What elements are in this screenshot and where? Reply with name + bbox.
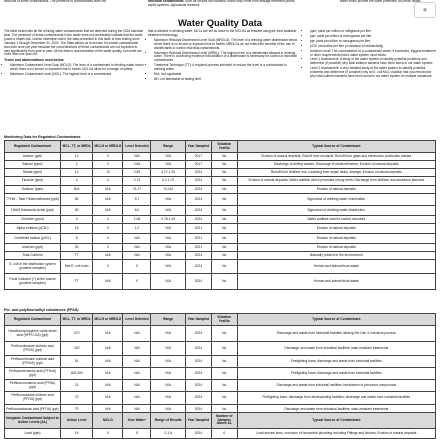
table-cell: 400,000 [61,368,93,380]
column-header: Typical Source of Contaminant [237,413,435,429]
column-header: Typical Source of Contaminant [237,314,435,326]
terms-list-2 [148,30,298,38]
term-item: • Maximum Residual Disinfectant Level Goal (MRDLG): The level of a drinking water disinfectant below which there is no known or expected risk to health. MRDLGs do not reflect the benefits of the use of disinfectants to control microbial contaminants. [154,39,298,51]
table-cell: N/A [93,405,123,416]
table-row [5,392,436,405]
source-cell: Firefighting foam; discharge and waste from industrial facilities [237,368,435,380]
table-cell: 21 [61,380,93,392]
table-cell: No [211,169,237,177]
term-item: • Maximum Contaminant Level (MCL): The highest level of a contaminant [10,73,144,77]
table-cell: N/A [151,392,185,405]
table-cell: 15 [61,429,93,439]
table-cell: 2021 [185,244,211,252]
source-cell: Naturally present in the environment [237,252,435,260]
column-header: Regulated Contaminant [5,141,61,153]
table-cell: 2024 [185,274,211,290]
contaminant-name-cell: Nitrate (ppm) [5,169,61,177]
table-cell: N/A [123,380,151,392]
table-cell: N/A [123,368,151,380]
source-cell: Byproduct of drinking water chlorination [237,194,435,206]
term-item: • Ambient Level: The concentration of a contaminant which, if exceeded, triggers treatment or other requirements that a water system must follow. [310,50,436,58]
table-cell: N/A [151,224,185,234]
table-row [5,326,436,342]
table-header-row [5,314,436,326]
table-cell: 2 [61,161,93,169]
table-cell: No [211,274,237,290]
table-cell: No [211,326,237,342]
column-header: MCLG or MRDLG [93,314,123,326]
table-cell: See E. coli note³ [61,260,93,274]
source-cell: Erosion of natural deposits [237,234,435,244]
source-cell: Byproduct of drinking water disinfection [237,206,435,216]
table-row [5,177,436,186]
table-cell: No [211,186,237,194]
table-cell: 2024 [185,177,211,186]
table-row [5,169,436,177]
table-cell: N/A [151,234,185,244]
contaminant-name-cell: Uranium (ppb) [5,244,61,252]
source-cell: Firefighting foam; discharge and waste from industrial facilities [237,356,435,368]
source-cell: Erosion of natural deposits [237,224,435,234]
source-cell: Erosion of natural deposits; Water additive which promotes strong teeth; Discharge from fertilizer and aluminum factories [237,177,435,186]
source-cell: Lead service lines, corrosion of household plumbing including Fittings and fixtures; Erosion of natural deposits [237,429,435,439]
contaminant-name-cell: Total Coliform [5,252,61,260]
table-cell: 2024 [185,380,211,392]
term-item: • Treatment Technique (TT): A required process intended to reduce the level of a contaminant in drinking water. [154,64,298,72]
table-cell: No [211,342,237,356]
source-cell: Erosion of natural deposits; Runoff from orchards; Runoff from glass and electronics production wastes [237,153,435,161]
term-item: • Level 2 Assessment: A very detailed study of the water system to identify potential problems and determine (if possible) why an E. coli MCL violation has occurred and/or why total coliform bacteria have been found in our water system on multiple occasions. [310,67,436,79]
table-cell: 10 [93,169,123,177]
table-cell: N/A [93,392,123,405]
table-cell: 4 [93,216,123,224]
column-header: Violation Yes/No [211,141,237,153]
source-cell: Erosion of natural deposits [237,186,435,194]
source-cell: Firefighting foam; discharge from electroplating facilities; discharge and waste from industrial facilities [237,392,435,405]
contaminant-name-cell: Perfluorononanoic acid (PFNA) (ppt) [5,380,61,392]
table-cell: N/A [151,380,185,392]
column-header: Regulated Contaminant [5,314,61,326]
contaminant-name-cell: Combined radium (pCi/L) [5,234,61,244]
table-cell: 9 [123,429,151,439]
top-fragment-col3: water which provide the same protection for public health. [340,0,422,3]
table-cell: 420 [61,342,93,356]
contaminant-name-cell: Arsenic (ppb) [5,153,61,161]
source-cell: Runoff from fertilizer use; Leaching from septic tanks, sewage; Erosion of natural deposits [237,169,435,177]
table-cell: N/A [123,356,151,368]
contaminant-name-cell: Lead (ppb) [5,429,61,439]
pfas-table [4,313,436,416]
table-cell: 0.17-1.90 [151,169,185,177]
table-row [5,356,436,368]
terms-list-3 [304,30,436,79]
table-cell: No [211,356,237,368]
term-item: • Level 1 Assessment: A study of the water system to identify potential problems and determine (if possible) why total coliform bacteria have been found in our water system. [310,58,436,66]
table-row [5,429,436,439]
contaminant-name-cell: Perfluorooctane sulfonic acid (PFOS) (ppt) [5,392,61,405]
table-row [5,274,436,290]
table-cell: 4 [61,177,93,186]
table-cell: N/A [93,326,123,342]
table-cell: N/A [123,234,151,244]
table-cell: 0 [93,429,123,439]
table-cell: 2021 [185,224,211,234]
contaminant-name-cell: Alpha emitters (pCi/L) [5,224,61,234]
table-cell: N/A [151,342,185,356]
table-cell: No [211,224,237,234]
source-cell: Discharge and waste from industrial facilities; stain-resistant treatments [237,342,435,356]
table-cell: 30 [61,244,93,252]
table-cell: 0 [93,234,123,244]
intro-column-3 [304,30,436,80]
table-row [5,368,436,380]
table-header-row [5,413,436,429]
table-cell: 2024 [185,342,211,356]
table-cell: N/A [151,252,185,260]
table-cell: N/A [151,356,185,368]
table-cell: N/A [123,252,151,260]
table-cell: 74-110 [151,186,185,194]
contaminant-name-cell: Fluoride (ppm) [5,177,61,186]
table-cell: TT [61,252,93,260]
table-cell: 10 [61,153,93,161]
top-fragment-col1: amounts of some contaminants. The presence of contaminants does not [4,0,106,3]
table-cell: 2024 [185,326,211,342]
top-fragment-col2 [148,0,298,8]
intro-paragraph: The table below lists all the drinking water contaminants that we detected during the 2024 calendar year. The presence of these contaminants in the water does not necessarily indicate that the water poses a health risk. Unless otherwise noted, the data presented in this table is from testing done January 1 through December 31, 2024. The State allows us to monitor for certain contaminants less than once per year because the concentrations of these contaminants are not expected to vary significantly from year to year. All the data is representative of the water quality, but some are more than one year old. [4,29,144,57]
table-cell: N/A [123,153,151,161]
table-cell: N/A [151,161,185,169]
term-item: • ppm: parts per million or milligrams per liter [310,30,436,34]
table-cell: N/A [93,206,123,216]
table-row [5,244,436,252]
table-cell: N/A [93,380,123,392]
table-cell: N/A [151,326,185,342]
table-cell: 2017 [185,161,211,169]
table-cell: No [211,244,237,252]
table-cell: 2024 [185,252,211,260]
table-cell: 2024 [185,356,211,368]
table-cell: N/A [123,326,151,342]
table-cell: No [211,260,237,274]
contaminant-name-cell: HAA5 Haloacetic Acids (ppb) [5,206,61,216]
table-cell: N/A [151,153,185,161]
terms-list-1 [4,64,144,77]
table-cell: N/A [93,252,123,260]
column-header: Action Level [61,413,93,429]
table-cell: N/A [93,274,123,290]
table-row [5,186,436,194]
table-cell: 2024 [185,206,211,216]
contaminant-name-cell: Hexafluoropropylene oxide dimer acid (HFPO-DA) (ppt) [5,326,61,342]
table-header-row [5,141,436,153]
column-header: Violation Yes/No [211,314,237,326]
table-cell: 0 [93,153,123,161]
term-item: • ppt: parts per trillion or nanograms per liter [310,40,436,44]
column-header: Range [151,314,185,326]
column-header: Range of Results [151,413,185,429]
column-header: MCLG or MRDLG [93,141,123,153]
table-cell: 0-1.8 [151,429,185,439]
table-cell: 2024 [185,186,211,194]
table-cell: N/A [151,260,185,274]
column-header: Year Sampled [185,413,211,429]
table-cell: N/A [93,356,123,368]
term-item: • ppb: parts per billion or micrograms per liter [310,35,436,39]
table-cell: 2024 [185,169,211,177]
table-cell: 15 [61,224,93,234]
contaminant-name-cell: TTHM - Total Trihalomethanes (ppb) [5,194,61,206]
table-cell: 2024 [185,368,211,380]
table-row [5,216,436,224]
column-header: MCL, TT, or MRDL [61,141,93,153]
table-cell: 5.7 [123,194,151,206]
column-header: Year Sampled [185,314,211,326]
column-header: Number of Samples Above AL [211,413,237,429]
column-header: Year Sampled [185,141,211,153]
table-row [5,252,436,260]
source-cell: Water additive used to control microbes [237,216,435,224]
top-fragment-col2-text: such as viruses and bacteria, which may come from sewage treatment plants, septic systems, agricultural livestock [148,0,296,7]
top-fragment-col2-bold: Microbial contaminants, [148,0,185,3]
table-row [5,194,436,206]
column-header: MCLG [93,413,123,429]
source-cell: Human and animal fecal waste [237,274,435,290]
table-cell: TT [61,274,93,290]
table-cell: No [211,392,237,405]
table-cell: N/A [123,405,151,416]
water-drop-icon: ● [414,2,436,18]
column-header: Inorganic Contaminant Subject to Action Levels (AL) [5,413,61,429]
column-header: Range [151,141,185,153]
table-row [5,161,436,169]
column-header: Level Detected [123,141,151,153]
intro-column-2 [148,30,298,83]
contaminant-name-cell: Perfluorohexanoic acid (PFHxA) (ppt) [5,368,61,380]
table-cell: 4 [93,177,123,186]
table-cell: 0.2-1.07 [151,177,185,186]
table-cell: 70 [61,392,93,405]
table-cell: N/A [151,194,185,206]
term-item: that is allowed in drinking water. MCLs are set as close to the MCLGs as feasible using the best available treatment technology. [148,29,297,37]
table-cell: 5 [61,234,93,244]
table-cell: No [211,252,237,260]
table-cell: N/A [123,392,151,405]
table-cell: 0 [123,274,151,290]
table-cell: N/A [151,244,185,252]
table-cell: 10 [61,169,93,177]
table-row [5,234,436,244]
contaminant-name-cell: E. coli in the distribution system (positive samples) [5,260,61,274]
table-cell: 74.17 [123,186,151,194]
table-cell: 2024 [185,260,211,274]
table-cell: 60 [61,206,93,216]
table-cell: N/A [151,405,185,416]
table-cell: N/A [93,186,123,194]
action-level-table [4,412,436,439]
terms-heading: Terms and abbreviations used below: [4,58,65,63]
table-cell: 0.73 [123,177,151,186]
table-cell: 2017 [185,153,211,161]
source-cell: Discharge and waste from industrial facilities; stain-resistant treatments [237,405,435,416]
table-cell: 6.0 [123,206,151,216]
table-cell: 2024 [185,194,211,206]
regulated-contaminants-table [4,140,436,290]
source-cell: Discharge of drilling wastes; Discharge of metal refineries; Erosion of natural deposits [237,161,435,169]
table-cell: 70 [61,405,93,416]
table-cell: 0 [123,260,151,274]
table-cell: N/A [93,194,123,206]
term-item: • Maximum Contaminant Level Goal (MCLG): The level of a contaminant in drinking water below which there is no known or expected risk to health. MCLGs allow for a margin of safety. [10,64,144,72]
table-cell: No [211,177,237,186]
table-row [5,342,436,356]
table-cell: N/A [151,274,185,290]
table-cell: 2024 [185,216,211,224]
table-cell: 4 [61,216,93,224]
table-cell: No [211,216,237,224]
section-heading-regulated: Monitoring Data for Regulated Contaminants [4,135,81,139]
table-cell: No [211,153,237,161]
table-cell: No [211,405,237,416]
table-cell: 2024 [185,405,211,416]
terms-list-2b [148,39,298,82]
contaminant-name-cell: Perfluorohexane sulfonic acid (PFHxS) (ppt) [5,356,61,368]
table-cell: 2021 [185,234,211,244]
table-cell: No [211,206,237,216]
table-cell: N/A [151,368,185,380]
table-row [5,260,436,274]
table-cell: N/A [123,342,151,356]
source-cell: Human and animal fecal waste [237,260,435,274]
table-cell: 0.76-1.49 [151,216,185,224]
column-header: Level Detected [123,314,151,326]
table-cell: N/A [151,206,185,216]
table-cell: 0.66 [123,161,151,169]
table-row [5,206,436,216]
contaminant-name-cell: Perfluorooctanoic acid (PFOA) (ppt) [5,405,61,416]
column-header: MCL, TT, or MRDL [61,314,93,326]
top-fragment [0,0,440,18]
term-item: • Maximum Residual Disinfectant Level (MRDL): The highest level of a disinfectant allowed in drinking water. There is convincing evidence that addition of a disinfectant is necessary for control of microbial contaminants. [154,52,298,64]
contaminant-name-cell: Chlorine² (ppm) [5,216,61,224]
intro-column-1 [4,30,144,78]
table-cell: No [211,194,237,206]
table-cell: No [211,161,237,169]
table-cell: 2 [93,161,123,169]
term-item: • N/A: Not applicable [154,73,298,77]
term-item: • ND: not detectable at testing limit [154,78,298,82]
page-title: Water Quality Data [177,18,263,29]
table-cell: No [211,234,237,244]
table-cell: 0 [93,260,123,274]
contaminant-name-cell: Sodium¹ (ppm) [5,186,61,194]
table-cell: No [211,368,237,380]
table-cell: 0 [211,429,237,439]
column-header: Typical Source of Contaminant [237,141,435,153]
contaminant-name-cell: Perfluorobutane-sulfonic acid (PFBS) (ppt) [5,342,61,356]
table-cell: N/A [93,342,123,356]
source-cell: Erosion of natural deposits [237,244,435,252]
table-cell: N/A [61,186,93,194]
table-cell: 0 [93,244,123,252]
table-cell: No [211,380,237,392]
table-row [5,380,436,392]
source-cell: Discharge and waste from industrial facilities utilizing the Gen X chemical process [237,326,435,342]
column-header: Your Water⁴ [123,413,151,429]
section-heading-pfas: Per- and polyfluoroalkyl substances (PFAS) [4,308,79,312]
table-cell: 2024 [185,392,211,405]
table-cell: 80 [61,194,93,206]
table-cell: 1.2 [123,224,151,234]
table-cell: N/A [93,368,123,380]
contaminant-name-cell: Fecal Indicator (+) at the source (positive samples) [5,274,61,290]
table-cell: 0 [93,224,123,234]
table-cell: N/A [123,244,151,252]
table-cell: 370 [61,326,93,342]
table-row [5,153,436,161]
table-cell: 2024 [185,429,211,439]
table-row [5,224,436,234]
table-cell: 1.08 [123,216,151,224]
table-cell: 51 [61,356,93,368]
source-cell: Discharge and waste from industrial facilities; breakdown of precursor compounds [237,380,435,392]
term-item: • pCi/l: picocuries per liter (a measure of radioactivity) [310,45,436,49]
contaminant-name-cell: Barium (ppm) [5,161,61,169]
table-cell: 0.69 [123,169,151,177]
